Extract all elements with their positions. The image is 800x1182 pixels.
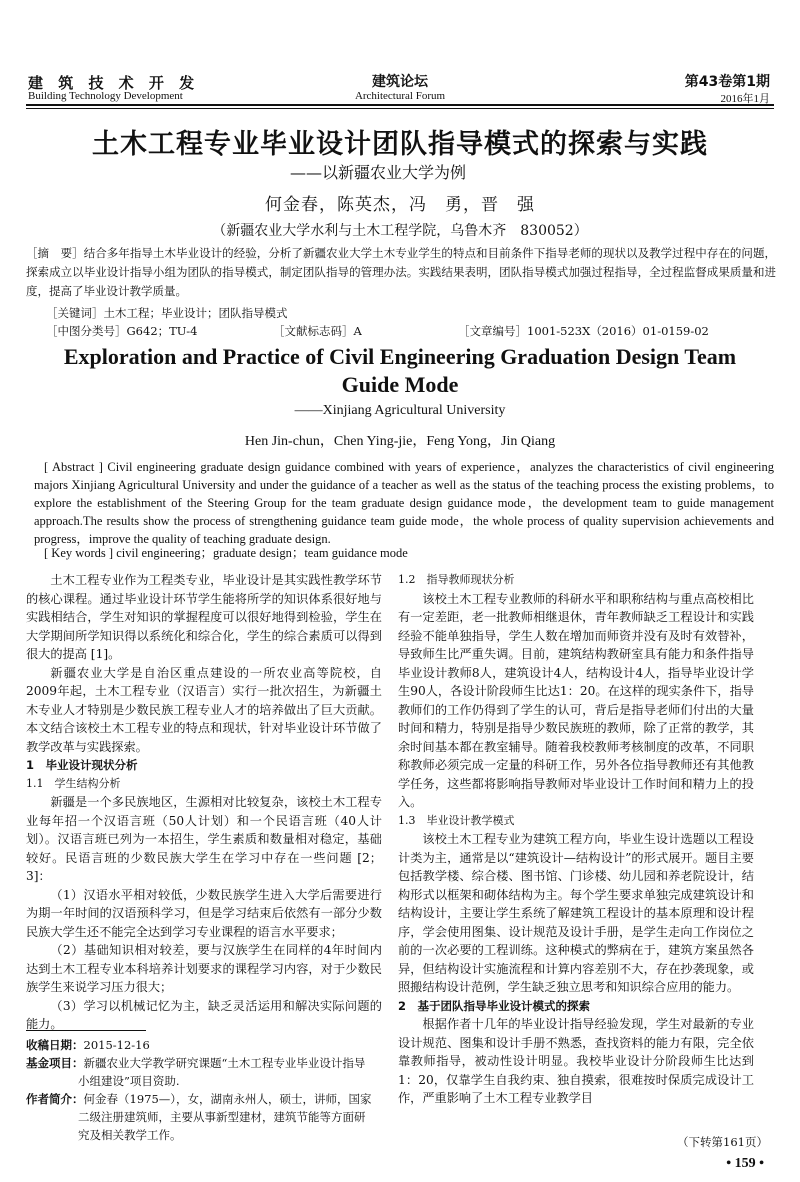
paragraph: 新疆农业大学是自治区重点建设的一所农业高等院校，自2009年起，土木工程专业（汉语言）实行一批次招生，为新疆土木专业人才特别是少数民族工程专业人才的培养做出了巨大贡献。本文结合该校土木工程专业的特点和现状，针对毕业设计环节做了教学改革与实践探索。 xyxy=(26,665,382,754)
fund-text-1: 新疆农业大学教学研究课题“土木工程专业毕业设计指导 xyxy=(83,1056,366,1070)
subtitle-cn: ——以新疆农业大学为例 xyxy=(290,163,467,182)
paragraph: （2）基础知识相对较差，要与汉族学生在同样的4年时间内达到土木工程专业本科培养计划要求的课程学习内容，对于少数民族学生来说学习压力很大； xyxy=(26,943,382,994)
authors-cn: 何金春，陈英杰，冯 勇，晋 强 xyxy=(265,195,535,215)
title-cn: 土木工程专业毕业设计团队指导模式的探索与实践 xyxy=(92,129,708,160)
paragraph: 该校土木工程专业教师的科研水平和职称结构与重点高校相比有一定差距，老一批教师相继退休，青年教师缺乏工程设计和实践经验不能单独指导，学生人数在增加而师资并没有及时有效替补，导致师生比严重失调。目前，建筑结构教研室具有能力和条件指导毕业设计教师8人，建筑设计4人，结构设计4人，指导毕业设计学生90人，各设计阶段师生比达1：20。在这样的现实条件下，指导教师们的工作仍得到了学生的认可，背后是指导老师们付出的大量时间和精力，特别是指导少数民族班的教师，除了正常的教学，其余时间基本都在教室辅导。随着我校教师考核制度的改革，不同职称教师必须完成一定量的科研工作，另外各位指导教师还有其他教学任务，这些都将影响指导教师对毕业设计工作时间和精力上的投入。 xyxy=(398,591,754,809)
author-bio-2: 二级注册建筑师，主要从事新型建材，建筑节能等方面研 xyxy=(78,1110,366,1124)
authors-en: Hen Jin-chun，Chen Ying-jie，Feng Yong，Jin Qiang xyxy=(244,434,556,449)
keywords-cn: ［关键词］土木工程；毕业设计；团队指导模式 xyxy=(46,306,288,320)
section-heading: 2 基于团队指导毕业设计模式的探索 xyxy=(398,998,590,1013)
paragraph: （1）汉语水平相对较低，少数民族学生进入大学后需要进行为期一年时间的汉语预科学习，但是学习结束后依然有一部分少数民族大学生还不能完全达到学习专业课程的语言水平要求； xyxy=(26,887,382,939)
journal-name-en: Building Technology Development xyxy=(28,90,183,102)
abstract-cn: ［摘 要］结合多年指导土木毕业设计的经验，分析了新疆农业大学土木专业学生的特点和目前条件下指导老师的现状以及教学过程中存在的问题，探索成立以毕业设计指导小组为团队的指导模式，制定团队指导的管理办法。实践结果表明，团队指导模式加强过程指导，全过程监督成果质量和进度，提高了毕业设计教学质量。 xyxy=(26,246,776,298)
subsection-heading: 1.3 毕业设计教学模式 xyxy=(398,813,515,827)
classification-code: ［中图分类号］G642；TU-4 xyxy=(46,324,198,338)
paragraph: 土木工程专业作为工程类专业，毕业设计是其实践性教学环节的核心课程。通过毕业设计环节学生能将所学的知识体系很好地与实践相结合，学生对知识的掌握程度可以很好地得到检验，学生在大学期间所学知识得以系统化和综合化，学生的综合素质可以得到很大的提高 [1]。 xyxy=(26,573,382,661)
section-heading: 1 毕业设计现状分析 xyxy=(26,758,138,772)
issue-date: 2016年1月 xyxy=(720,93,770,105)
abstract-en: [ Abstract ] Civil engineering graduate design guidance combined with years of experience，analyzes the characteristics of civil engineering majors Xinjiang Agricultural University and under the guidance of a teacher as well as the status of the teaching process the existing problems，to explore the establishment of the Steering Group for the team graduate design guidance mode，the development team to guide management approach.The results show the process of strengthening guidance team guide mode，the whole process of quality supervision achievements and progress，improve the quality of teaching graduate design. xyxy=(34,460,774,546)
paragraph: 根据作者十几年的毕业设计指导经验发现，学生对最新的专业设计规范、图集和设计手册不熟悉，查找资料的能力有限，完全依靠教师指导，被动性设计明显。我校毕业设计分阶段师生比达到1：20，仅靠学生自我约束、独自摸索，很难按时保质完成设计工作，严重影响了土木工程专业教学目 xyxy=(398,1017,754,1105)
volume-issue: 第43卷第1期 xyxy=(684,74,770,90)
footnote-rule xyxy=(26,1030,146,1031)
keywords-en: [ Key words ] civil engineering；graduate design；team guidance mode xyxy=(44,546,408,560)
header-rule-thin xyxy=(26,108,774,109)
author-bio-3: 究及相关教学工作。 xyxy=(78,1128,182,1142)
author-bio-label: 作者简介： xyxy=(26,1092,84,1106)
received-label: 收稿日期： xyxy=(26,1038,84,1052)
fund-text-2: 小组建设”项目资助. xyxy=(78,1074,180,1088)
subtitle-en: ——Xinjiang Agricultural University xyxy=(294,403,506,418)
paragraph: 新疆是一个多民族地区，生源相对比较复杂，该校土木工程专业每年招一个汉语言班（50人计划）和一个民语言班（40人计划）。汉语言班已列为一本招生，学生素质和数量相对稳定，基础较好。民语言班的少数民族大学生在学习中存在一些问题 [2；3]： xyxy=(26,795,382,883)
document-code: ［文献标志码］A xyxy=(273,324,362,338)
journal-name-cn: 建 筑 技 术 开 发 xyxy=(28,74,200,92)
received-date: 2015-12-16 xyxy=(83,1038,150,1052)
author-bio-1: 何金春（1975—），女，湖南永州人，硕士，讲师，国家 xyxy=(83,1092,372,1106)
header-rule-thick xyxy=(26,104,774,106)
body-left-column xyxy=(26,571,382,1034)
subsection-heading: 1.1 学生结构分析 xyxy=(26,776,121,790)
article-number: ［文章编号］1001-523X（2016）01-0159-02 xyxy=(458,324,709,338)
footnotes xyxy=(26,1036,382,1144)
classification-row xyxy=(46,323,766,339)
paragraph: 该校土木工程专业为建筑工程方向，毕业生设计选题以工程设计类为主，通常是以“建筑设计—结构设计”的形式展开。题目主要包括教学楼、综合楼、图书馆、门诊楼、幼儿园和养老院设计，结构形式以框架和砌体结构为主。每个学生要求单独完成建筑设计和结构设计，主要让学生系统了解建筑工程设计的基本原理和设计程序，学会使用图集、设计规范及设计手册，是学生走向工作岗位之前的一次必要的工程训练。这种模式的弊病在于，建筑方案虽然各异，但结构设计实施流程和计算内容差别不大，存在抄袭现象，或照搬结构设计范例，学生缺乏独立思考和知识综合应用的能力。 xyxy=(398,832,754,994)
page-number: • 159 • xyxy=(726,1156,764,1171)
paragraph: （3）学习以机械记忆为主，缺乏灵活运用和解决实际问题的能力。 xyxy=(26,998,382,1031)
body-right-column xyxy=(398,571,754,1108)
subsection-heading: 1.2 指导教师现状分析 xyxy=(398,573,515,586)
continued-note: （下转第161页） xyxy=(677,1135,768,1149)
fund-label: 基金项目： xyxy=(26,1056,84,1070)
section-name-cn: 建筑论坛 xyxy=(372,74,428,90)
section-name-en: Architectural Forum xyxy=(354,90,446,102)
affiliation-cn: （新疆农业大学水利与土木工程学院，乌鲁木齐 830052） xyxy=(212,223,588,239)
title-en: Exploration and Practice of Civil Engineering Graduation Design Team Guide Mode xyxy=(63,344,737,397)
